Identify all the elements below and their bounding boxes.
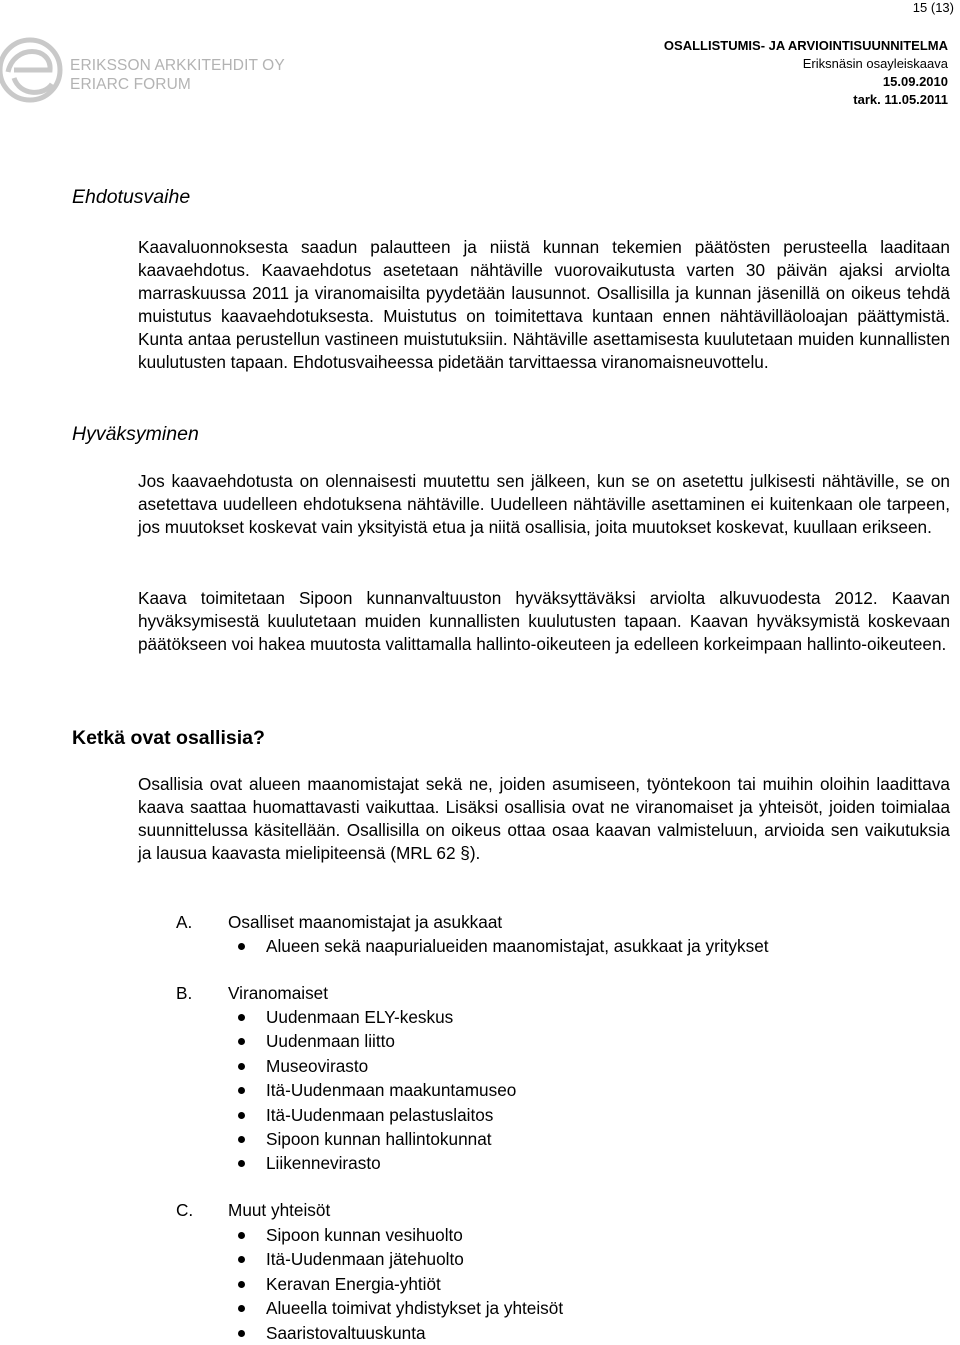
list-item: Sipoon kunnan vesihuolto: [238, 1223, 563, 1247]
document-date: 15.09.2010: [882, 74, 948, 89]
document-revised-date: tark. 11.05.2011: [853, 92, 948, 107]
group-list-b: [238, 1005, 516, 1176]
bullet-icon: [238, 1305, 245, 1312]
paragraph-hyvaksyminen-1: Jos kaavaehdotusta on olennaisesti muutettu sen jälkeen, kun se on asetettu julkisesti nähtäville, se on asetettava uudelleen ehdotuksena nähtäville. Uudelleen nähtäville asettaminen ei kuitenkaan ole tarpeen, jos muutokset koskevat vain yksityistä etua ja niitä osallisia, joita muutokset koskevat, kuullaan erikseen.: [138, 471, 950, 537]
document-title: OSALLISTUMIS- JA ARVIOINTISUUNNITELMA: [663, 38, 948, 53]
list-item: Saaristovaltuuskunta: [238, 1321, 563, 1345]
list-item: Uudenmaan ELY-keskus: [238, 1005, 516, 1029]
bullet-icon: [238, 1232, 245, 1239]
logo-icon: [0, 32, 64, 106]
bullet-icon: [238, 1087, 245, 1094]
group-title-b: Viranomaiset: [228, 983, 328, 1003]
heading-ehdotusvaihe: Ehdotusvaihe: [72, 186, 191, 208]
group-title-a: Osalliset maanomistajat ja asukkaat: [228, 912, 503, 932]
group-label-b: B.: [176, 983, 193, 1003]
list-item: Alueen sekä naapurialueiden maanomistajat, asukkaat ja yritykset: [238, 934, 769, 958]
list-item: Keravan Energia-yhtiöt: [238, 1272, 563, 1296]
paragraph-ehdotusvaihe: Kaavaluonnoksesta saadun palautteen ja niistä kunnan tekemien päätösten perusteella laaditaan kaavaehdotus. Kaavaehdotus asetetaan nähtäville vuorovaikutusta varten 30 päivän ajaksi arviolta marraskuussa 2011 ja viranomaisilta pyydetään lausunnot. Osallisilla ja kunnan jäsenillä on oikeus tehdä muistutus kaavaehdotuksesta. Muistutus on toimitettava kuntaan ennen nähtävilläoloajan päättymistä. Kunta antaa perustellun vastineen muistutuksiin. Nähtäville asettamisesta kuulutetaan muiden kunnallisten kuulutusten tapaan. Ehdotusvaiheessa pidetään tarvittaessa viranomaisneuvottelu.: [138, 237, 950, 372]
list-item: Uudenmaan liitto: [238, 1029, 516, 1053]
paragraph-hyvaksyminen-2: Kaava toimitetaan Sipoon kunnanvaltuuston hyväksyttäväksi arviolta alkuvuodesta 2012. Kaavan hyväksymisestä kuulutetaan muiden kunnallisten kuulutusten tapaan. Kaavan hyväksymistä koskevaan päätökseen voi hakea muutosta valittamalla hallinto-oikeuteen ja edelleen korkeimpaan hallinto-oikeuteen.: [138, 588, 950, 654]
logo-line-2: ERIARC FORUM: [70, 76, 191, 93]
list-item: Itä-Uudenmaan jätehuolto: [238, 1247, 563, 1271]
logo-line-1: ERIKSSON ARKKITEHDIT OY: [70, 57, 285, 74]
bullet-icon: [238, 1281, 245, 1288]
bullet-icon: [238, 1063, 245, 1070]
page-number: 15 (13): [912, 0, 954, 15]
group-list-a: [238, 934, 769, 958]
group-label-a: A.: [176, 912, 193, 932]
bullet-icon: [238, 1256, 245, 1263]
bullet-icon: [238, 1160, 245, 1167]
bullet-icon: [238, 1136, 245, 1143]
document-subtitle: Eriksnäsin osayleiskaava: [802, 56, 948, 71]
paragraph-osalliset: Osallisia ovat alueen maanomistajat sekä ne, joiden asumiseen, työntekoon tai muihin oloihin laadittava kaava saattaa huomattavasti vaikuttaa. Lisäksi osallisia ovat ne viranomaiset ja yhteisöt, joiden toimialaa suunnittelussa käsitellään. Osallisilla on oikeus ottaa osaa kaavan valmisteluun, arvioida sen vaikutuksia ja lausua kaavasta mielipiteensä (MRL 62 §).: [138, 774, 950, 863]
list-item: Itä-Uudenmaan pelastuslaitos: [238, 1103, 516, 1127]
bullet-icon: [238, 1112, 245, 1119]
logo-text: [70, 56, 285, 94]
heading-hyvaksyminen: Hyväksyminen: [72, 423, 199, 445]
list-item: Museovirasto: [238, 1054, 516, 1078]
list-item: Sipoon kunnan hallintokunnat: [238, 1127, 516, 1151]
heading-osalliset: Ketkä ovat osallisia?: [72, 727, 265, 749]
group-label-c: C.: [176, 1200, 194, 1220]
group-title-c: Muut yhteisöt: [228, 1200, 331, 1220]
bullet-icon: [238, 943, 245, 950]
group-list-c: [238, 1223, 563, 1345]
list-item: Alueella toimivat yhdistykset ja yhteisöt: [238, 1296, 563, 1320]
bullet-icon: [238, 1038, 245, 1045]
bullet-icon: [238, 1330, 245, 1337]
list-item: Liikennevirasto: [238, 1151, 516, 1175]
bullet-icon: [238, 1014, 245, 1021]
list-item: Itä-Uudenmaan maakuntamuseo: [238, 1078, 516, 1102]
